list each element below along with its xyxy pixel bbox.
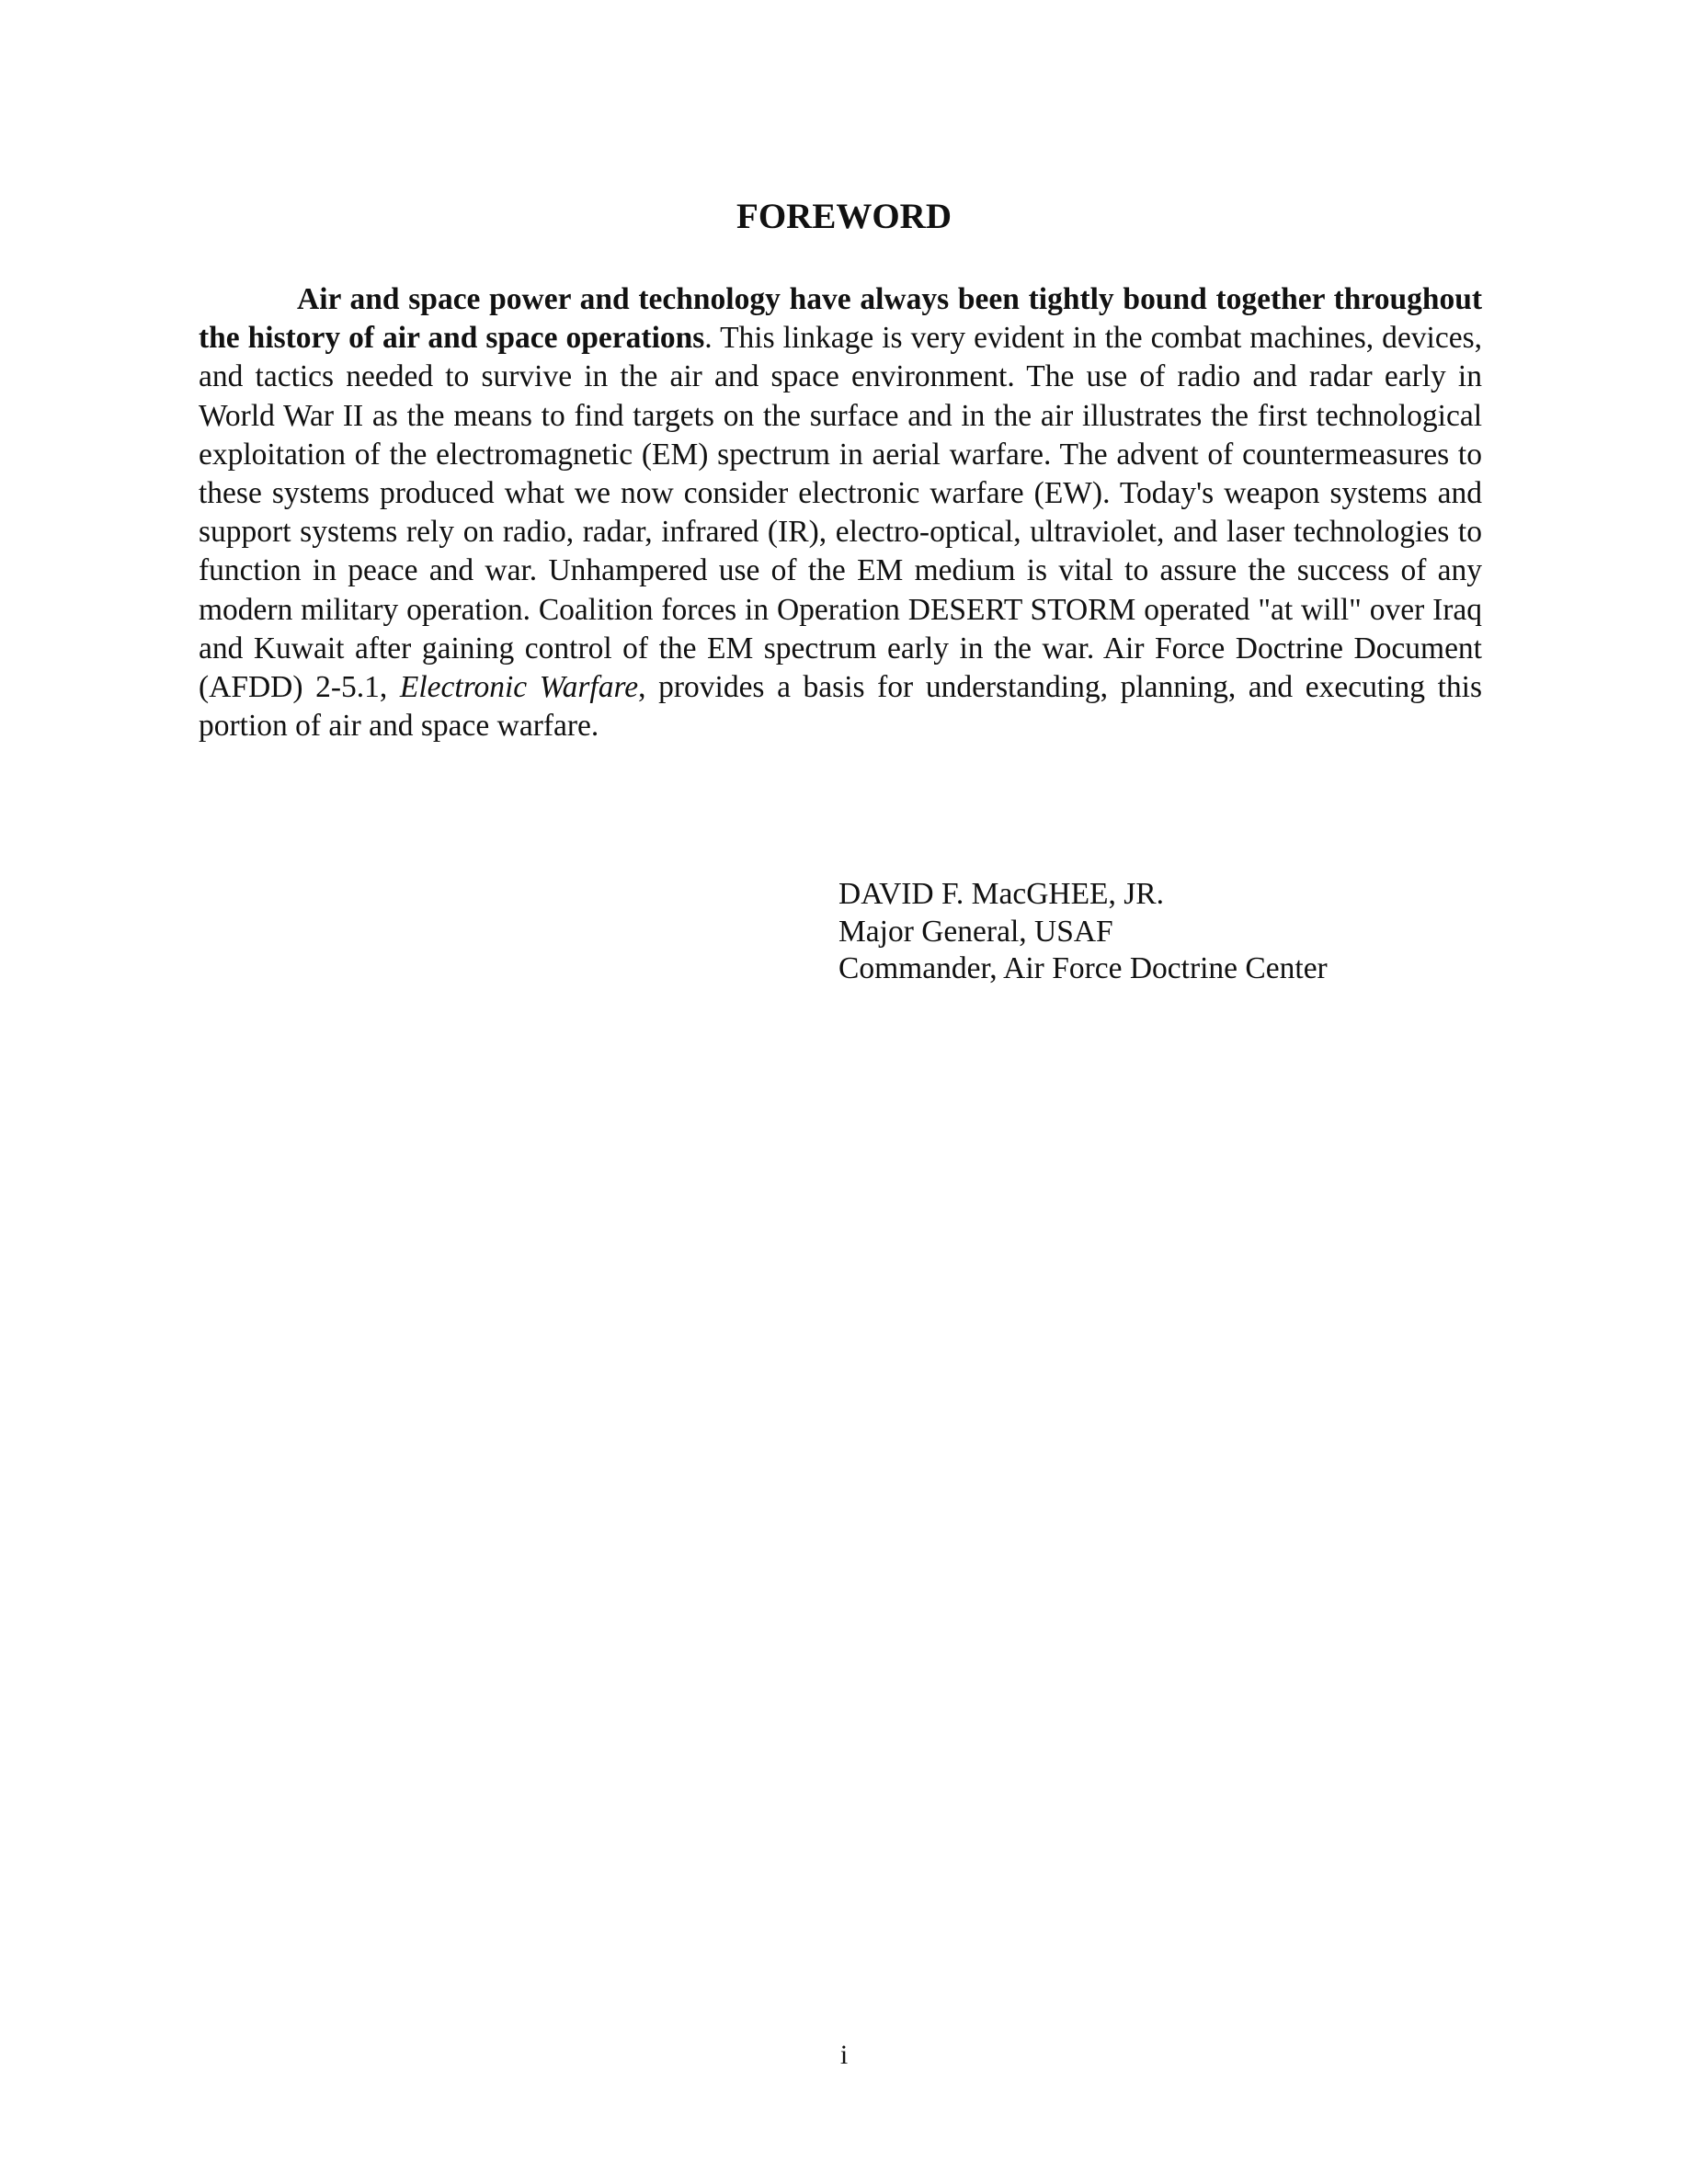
bold-lead-text: Air and space power and technology have always been tightly bound together throughout the history of air and space operations [199,282,1482,356]
page-number: i [839,2040,849,2070]
paragraph-text: . This linkage is very evident in the combat machines, devices, and tactics needed to survive in the air and space environment. The use of radio and radar early in World War II as the means to find targets on the surface and in the air illustrates the first technological exploitation of the electromagnetic (EM) spectrum in aerial warfare. The advent of countermeasures to these systems produced what we now consider electronic warfare (EW). Today's weapon systems and support systems rely on radio, radar, infrared (IR), electro-optical, ultraviolet, and laser technologies to function in peace and war. Unhampered use of the EM medium is vital to assure the success of any modern military operation. Coalition forces in Operation DESERT STORM operated "at will" over Iraq and Kuwait after gaining control of the EM spectrum early in the war. Air Force Doctrine Document (AFDD) 2-5.1, [199,321,1482,705]
signatory-position: Commander, Air Force Doctrine Center [838,951,1328,985]
signatory-rank: Major General, USAF [838,914,1113,949]
paragraph-text-end: , provides a basis for understanding, planning, and executing this portion of air and space warfare. [199,670,1482,744]
italic-doc-title: Electronic Warfare [399,670,639,705]
page-title: FOREWORD [736,197,952,236]
foreword-paragraph [199,280,1482,745]
signatory-name: DAVID F. MacGHEE, JR. [838,877,1165,911]
signature-block [838,876,1328,988]
